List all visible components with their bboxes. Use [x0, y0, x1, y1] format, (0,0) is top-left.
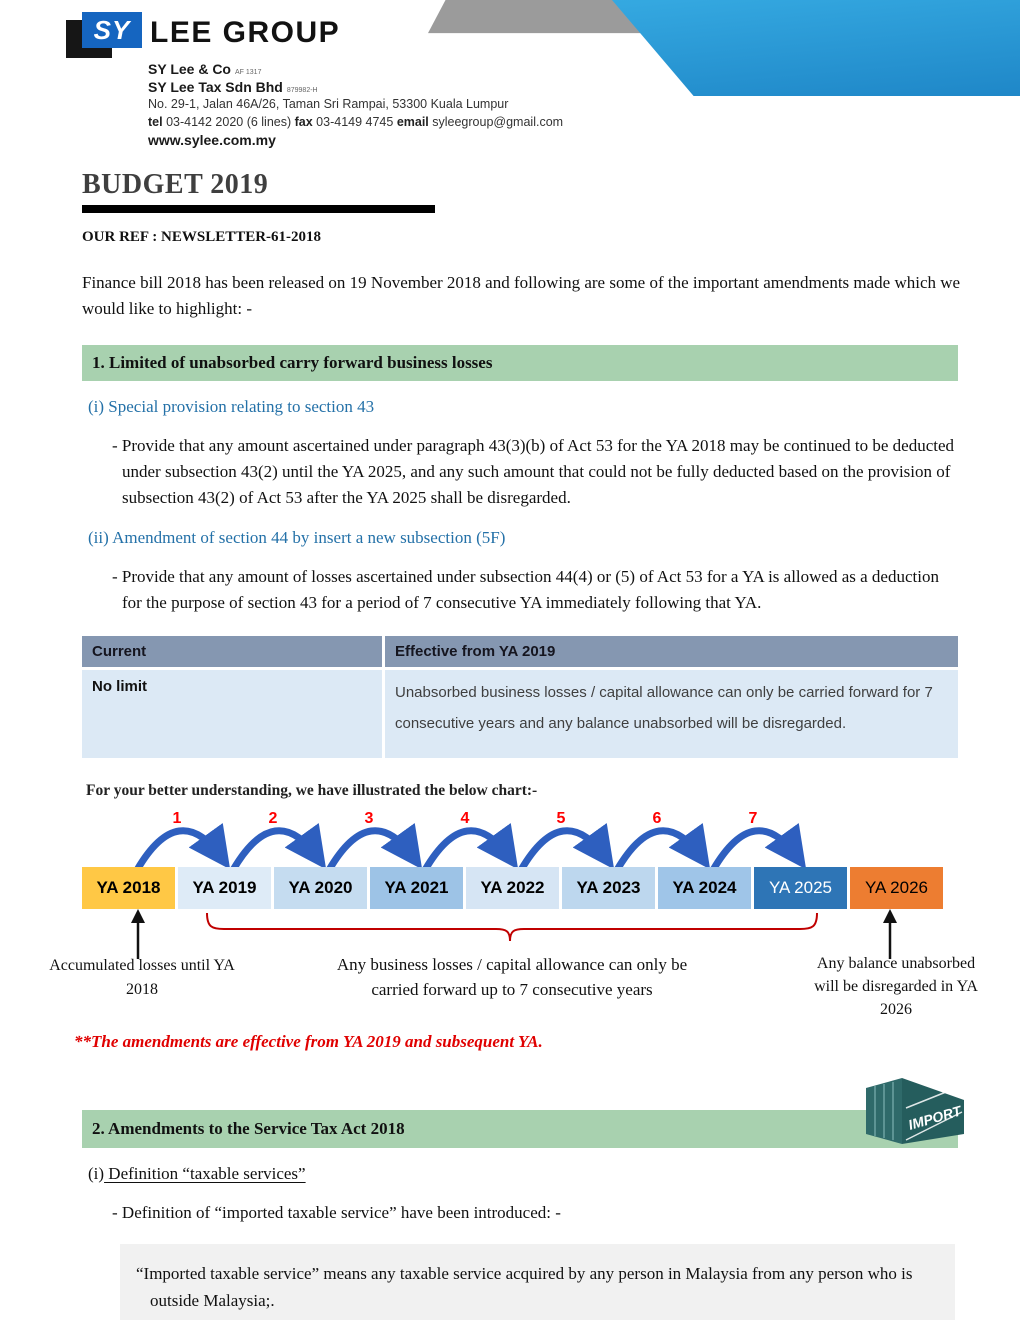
section2-sub1-heading: [88, 1164, 958, 1184]
intro-paragraph: Finance bill 2018 has been released on 19 November 2018 and following are some of the important amendments made which we would like to highlight: -: [82, 272, 961, 319]
ya-box-2023: YA 2023: [562, 867, 655, 909]
brand-text: LEE GROUP: [150, 16, 341, 49]
tel-label: tel: [148, 114, 163, 129]
fax-label: fax: [294, 114, 313, 129]
logo-row: [66, 10, 1020, 60]
website-text: www.sylee.com.my: [148, 132, 276, 149]
title-underline-bar: [82, 205, 435, 213]
table-header-current: Current: [82, 636, 382, 667]
fax-value: 03-4149 4745: [312, 114, 397, 129]
table-cell-effective: Unabsorbed business losses / capital allowance can only be carried forward for 7 consecutive years and any balance unabsorbed will be disregarded.: [385, 670, 958, 758]
section1-sub1-heading: (i) Special provision relating to section 43: [88, 396, 375, 416]
arc-number-7: 7: [748, 809, 758, 827]
ya-timeline-chart: [49, 804, 978, 1019]
address-line: No. 29-1, Jalan 46A/26, Taman Sri Rampai, 53300 Kuala Lumpur: [148, 97, 509, 112]
ya-box-2019: YA 2019: [178, 867, 271, 909]
section1-sub2-heading: (ii) Amendment of section 44 by insert a new subsection (5F): [88, 527, 506, 547]
sub1-prefix: (i): [88, 1163, 105, 1183]
logo-sy-badge: SY: [82, 12, 142, 48]
section1-sub2-bullet: - Provide that any amount of losses ascertained under subsection 44(4) or (5) of Act 53 for a YA is allowed as a deduction for the purpose of section 43 for a period of 7 consecutive YA immediately following that YA.: [112, 566, 939, 613]
annotation-accumulated-losses: Accumulated losses until YA 2018: [49, 956, 235, 998]
our-ref: OUR REF : NEWSLETTER-61-2018: [82, 228, 322, 245]
import-icon-label: IMPORT: [906, 1102, 963, 1133]
page-title: BUDGET 2019: [82, 168, 269, 200]
ya-box-2022: YA 2022: [466, 867, 559, 909]
arc-number-1: 1: [172, 809, 182, 827]
ya-box-2024: YA 2024: [658, 867, 751, 909]
section1-banner: 1. Limited of unabsorbed carry forward business losses: [82, 345, 958, 381]
import-container-icon: [858, 1074, 982, 1148]
arc-number-5: 5: [556, 809, 566, 827]
chart-intro: For your better understanding, we have illustrated the below chart:-: [86, 781, 538, 799]
tel-value: 03-4142 2020 (6 lines): [162, 114, 295, 129]
section2-sub1-bullet: - Definition of “imported taxable service” have been introduced: -: [112, 1202, 561, 1222]
email-value: syleegroup@gmail.com: [428, 114, 564, 129]
section1-sub1-bullet: - Provide that any amount ascertained under paragraph 43(3)(b) of Act 53 for the YA 2018 may be continued to be deducted under subsection 43(2) until the YA 2025, and any such amount that could not be fully deducted based on the provision of subsection 43(2) of Act 53 after the YA 2025 shall be disregarded.: [112, 435, 955, 508]
email-label: email: [396, 114, 429, 129]
document-body: [49, 168, 978, 1320]
ya-box-2025: YA 2025: [754, 867, 847, 909]
section2-banner: 2. Amendments to the Service Tax Act 2018: [82, 1110, 958, 1148]
table-cell-current: No limit: [82, 670, 382, 758]
brace-icon: [207, 913, 817, 941]
sub1-underlined-text: Definition “taxable services”: [104, 1163, 306, 1183]
letterhead: [0, 0, 1020, 151]
firm-1-label: SY Lee & Co: [148, 61, 231, 77]
annotation-carry-forward: Any business losses / capital allowance can only be carried forward up to 7 consecutive years: [336, 954, 688, 1000]
ya-box-row: [82, 867, 943, 909]
annotation-disregarded: Any balance unabsorbed will be disregarded in YA 2026: [814, 954, 978, 1019]
up-arrow-icon-left: [131, 909, 145, 959]
firm-2-reg: 879982-H: [286, 87, 318, 95]
company-logo: [66, 10, 148, 60]
firm-2-label: SY Lee Tax Sdn Bhd: [148, 79, 283, 96]
ya-box-2018: YA 2018: [82, 867, 175, 909]
definition-quote-box: “Imported taxable service” means any taxable service acquired by any person in Malaysia from any person who is outside Malaysia;.: [120, 1244, 955, 1320]
arc-number-4: 4: [460, 809, 470, 827]
ya-box-2020: YA 2020: [274, 867, 367, 909]
comparison-table: [82, 636, 958, 758]
contact-line: [148, 114, 1020, 132]
table-header-effective: Effective from YA 2019: [385, 636, 958, 667]
firm-name-2: [148, 78, 1020, 96]
section2-banner-wrap: [82, 1102, 963, 1148]
firm-name-1: [148, 60, 1020, 78]
firm-info: [148, 60, 1020, 151]
effective-note: **The amendments are effective from YA 2019 and subsequent YA.: [74, 1031, 543, 1051]
ya-box-2026: YA 2026: [850, 867, 943, 909]
arc-number-3: 3: [364, 809, 374, 827]
firm-1-reg: AF 1317: [235, 69, 262, 76]
carry-forward-arcs: [82, 820, 958, 870]
ya-box-2021: YA 2021: [370, 867, 463, 909]
arc-number-6: 6: [652, 809, 662, 827]
arc-number-2: 2: [268, 809, 278, 827]
